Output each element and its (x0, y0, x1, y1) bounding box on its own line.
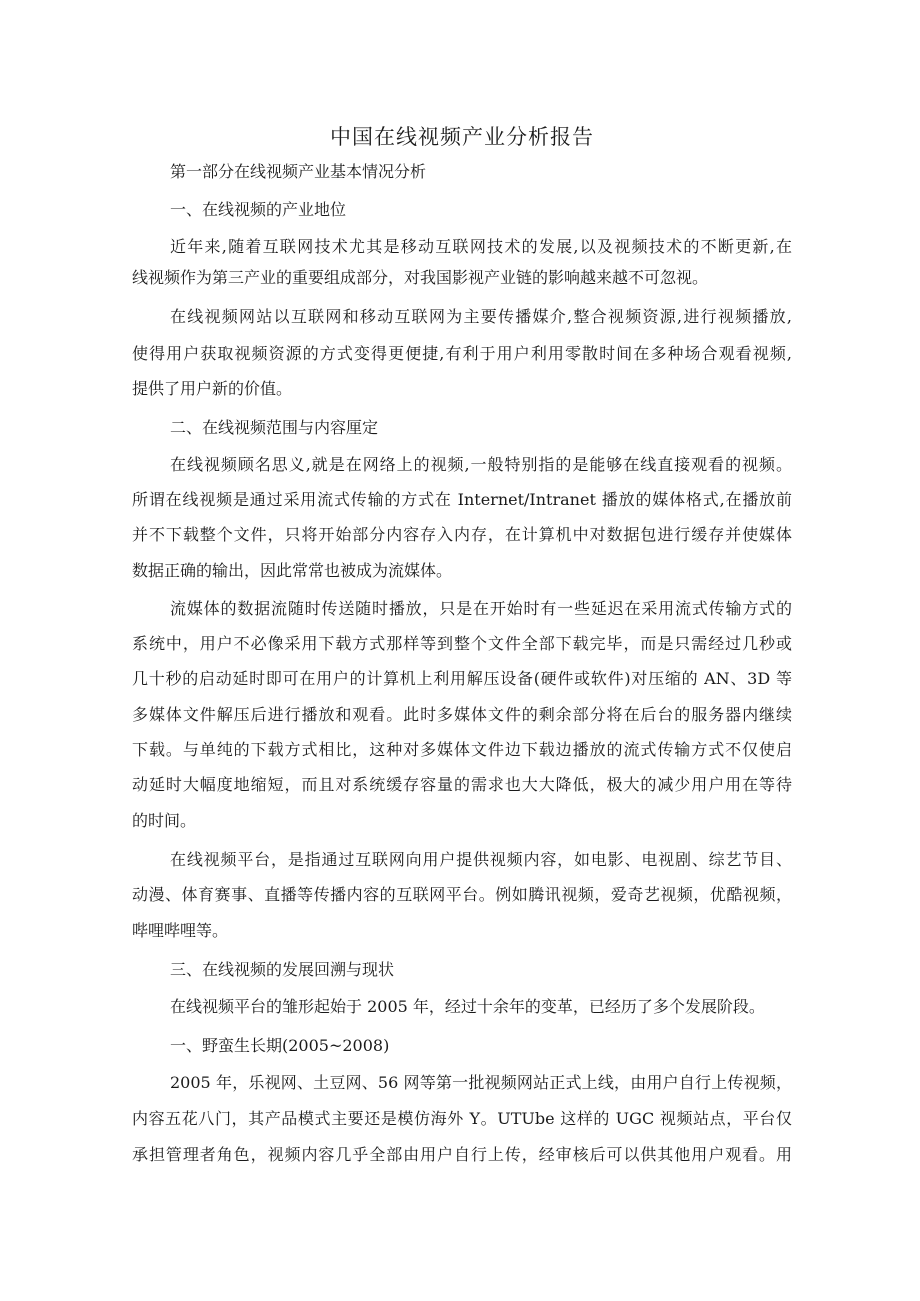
paragraph-line: 并不下载整个文件，只将开始部分内容存入内存，在计算机中对数据包进行缓存并使媒体 (132, 525, 792, 544)
paragraph-line: 内容五花八门，其产品模式主要还是模仿海外 Y。UTUbe 这样的 UGC 视频站点，平台仅 (132, 1109, 792, 1128)
paragraph-line: 多媒体文件解压后进行播放和观看。此时多媒体文件的剩余部分将在后台的服务器内继续 (132, 705, 792, 724)
paragraph-line: 的时间。 (132, 811, 197, 830)
section-heading-1: 一、在线视频的产业地位 (170, 200, 347, 219)
paragraph-line: 近年来,随着互联网技术尤其是移动互联网技术的发展,以及视频技术的不断更新,在 (170, 237, 792, 256)
paragraph-line: 系统中，用户不必像采用下载方式那样等到整个文件全部下载完毕，而是只需经过几秒或 (132, 634, 792, 653)
paragraph-line: 动延时大幅度地缩短，而且对系统缓存容量的需求也大大降低，极大的减少用户用在等待 (132, 775, 792, 794)
section-heading-2: 二、在线视频范围与内容厘定 (170, 418, 379, 437)
paragraph-line: 几十秒的启动延时即可在用户的计算机上利用解压设备(硬件或软件)对压缩的 AN、3D 等 (132, 669, 792, 688)
subsection-heading: 一、野蛮生长期(2005~2008) (170, 1036, 390, 1055)
paragraph-line: 在线视频平台的雏形起始于 2005 年，经过十余年的变革，已经历了多个发展阶段。 (170, 997, 765, 1016)
paragraph-line: 在线视频顾名思义,就是在网络上的视频,一般特别指的是能够在线直接观看的视频。 (170, 455, 792, 474)
paragraph-line: 流媒体的数据流随时传送随时播放，只是在开始时有一些延迟在采用流式传输方式的 (170, 599, 792, 618)
document-title: 中国在线视频产业分析报告 (330, 125, 594, 149)
part-heading: 第一部分在线视频产业基本情况分析 (170, 162, 427, 181)
paragraph-line: 承担管理者角色，视频内容几乎全部由用户自行上传，经审核后可以供其他用户观看。用 (132, 1145, 792, 1164)
paragraph-line: 所谓在线视频是通过采用流式传输的方式在 Internet/Intranet 播放的媒体格式,在播放前 (132, 490, 792, 509)
paragraph-line: 使得用户获取视频资源的方式变得更便捷,有利于用户利用零散时间在多种场合观看视频, (132, 344, 792, 363)
paragraph-line: 提供了用户新的价值。 (132, 379, 293, 398)
paragraph-line: 下载。与单纯的下载方式相比，这种对多媒体文件边下载边播放的流式传输方式不仅使启 (132, 740, 792, 759)
section-heading-3: 三、在线视频的发展回溯与现状 (170, 960, 395, 979)
paragraph-line: 动漫、体育赛事、直播等传播内容的互联网平台。例如腾讯视频，爱奇艺视频，优酷视频， (132, 885, 792, 904)
paragraph-line: 数据正确的输出，因此常常也被成为流媒体。 (132, 561, 453, 580)
paragraph-line: 线视频作为第三产业的重要组成部分，对我国影视产业链的影响越来越不可忽视。 (132, 268, 709, 287)
paragraph-line: 2005 年，乐视网、土豆网、56 网等第一批视频网站正式上线，由用户自行上传视频， (170, 1073, 792, 1092)
paragraph-line: 哔哩哔哩等。 (132, 921, 229, 940)
paragraph-line: 在线视频网站以互联网和移动互联网为主要传播媒介,整合视频资源,进行视频播放, (170, 307, 792, 326)
paragraph-line: 在线视频平台，是指通过互联网向用户提供视频内容，如电影、电视剧、综艺节目、 (170, 850, 792, 869)
